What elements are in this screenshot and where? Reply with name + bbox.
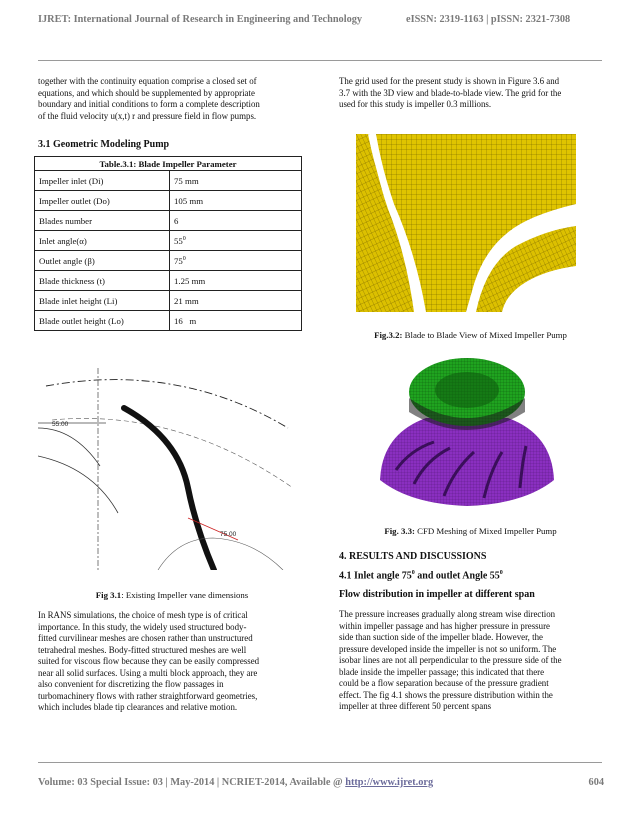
cfd-mesh-3d-view xyxy=(374,352,560,510)
text-line: which includes blade tip clearances and relative motion. xyxy=(38,702,238,712)
param-value-cell: 75 mm xyxy=(170,171,302,191)
text-line: In RANS simulations, the choice of mesh type is of critical xyxy=(38,610,248,620)
fig-3-3-caption: Fig. 3.3: CFD Meshing of Mixed Impeller Pump xyxy=(384,526,557,536)
table-row xyxy=(35,211,302,231)
param-value-cell: 1.25 mm xyxy=(170,271,302,291)
param-name-cell: Blade outlet height (Lo) xyxy=(35,311,170,331)
param-value-cell: $55^0$ xyxy=(170,231,302,251)
text-line: side than suction side of the impeller blade. However, the xyxy=(339,632,543,642)
table-row xyxy=(35,311,302,331)
angle-label-55: 55.00 xyxy=(52,421,69,428)
journal-title: IJRET: International Journal of Research in Engineering and Technology xyxy=(38,14,363,25)
table-row xyxy=(35,251,302,271)
table-row xyxy=(35,291,302,311)
param-value-cell: 105 mm xyxy=(170,191,302,211)
table-caption-row xyxy=(35,157,302,171)
table-row xyxy=(35,191,302,211)
table-row xyxy=(35,171,302,191)
param-value-cell: 21 mm xyxy=(170,291,302,311)
text-line: isobar lines are not all perpendicular to the pressure side of the xyxy=(339,655,562,665)
text-line: near all solid surfaces. Using a multi block approach, they are xyxy=(38,667,258,678)
param-name-cell: Outlet angle (β) xyxy=(35,251,170,271)
page-footer xyxy=(38,777,604,788)
blade-parameter-table xyxy=(34,156,302,331)
text-line: of the fluid velocity u(x,t) r and pressure field in flow pumps. xyxy=(38,110,257,121)
page-number: 604 xyxy=(588,777,604,788)
impeller-vane-drawing xyxy=(38,368,306,570)
fig-label: Fig.3.2: xyxy=(374,330,403,340)
fig-3-2-caption: Fig.3.2: Blade to Blade View of Mixed Impeller Pump xyxy=(374,330,567,340)
impeller-eye xyxy=(435,372,499,408)
text-line: blade inside the impeller passage; this indicated that there xyxy=(339,666,545,677)
text-line: pressure developed inside the impeller is not so uniform. The xyxy=(339,643,557,654)
param-name-cell: Impeller inlet (Di) xyxy=(35,171,170,191)
journal-link[interactable]: http://www.ijret.org xyxy=(345,777,434,788)
text-line: boundary and initial conditions to form a complete description xyxy=(38,99,260,109)
fig-label: Fig 3.1 xyxy=(95,590,122,600)
blade-to-blade-mesh xyxy=(356,134,576,312)
right-body-paragraph xyxy=(339,609,602,713)
param-value-cell: $75^0$ xyxy=(170,251,302,271)
left-body-paragraph xyxy=(38,610,306,714)
text-line: used for this study is impeller 0.3 millions. xyxy=(339,99,492,109)
text-line: tetrahedral meshes. Body-fitted structured meshes are well xyxy=(38,644,247,655)
text-line: also convenient for discretizing the flow passages in xyxy=(38,679,224,689)
param-value-cell: 16 m xyxy=(170,311,302,331)
text-line: effect. The fig 4.1 shows the pressure distribution within the xyxy=(339,689,553,700)
footer-rule xyxy=(38,762,602,763)
param-name-cell: Impeller outlet (Do) xyxy=(35,191,170,211)
table-caption: Table.3.1: Blade Impeller Parameter xyxy=(35,157,302,171)
subsection-heading-flow-distribution: Flow distribution in impeller at different span xyxy=(339,589,535,600)
drawing-background xyxy=(38,368,306,570)
text-line: equations, and which should be supplemented by appropriate xyxy=(38,87,255,98)
param-name-cell: Inlet angle(α) xyxy=(35,231,170,251)
header-rule xyxy=(38,60,602,61)
fig-3-1-caption: Fig 3.1: Existing Impeller vane dimensions xyxy=(95,590,249,600)
page-header xyxy=(38,14,604,25)
param-value-cell: 6 xyxy=(170,211,302,231)
table-row xyxy=(35,271,302,291)
angle-label-75: 75.00 xyxy=(220,531,237,538)
right-intro-paragraph xyxy=(339,76,602,111)
impeller-hub-body xyxy=(380,418,554,506)
text-line: within impeller passage and has higher pressure in pressure xyxy=(339,620,550,631)
section-heading-geometric-modeling: 3.1 Geometric Modeling Pump xyxy=(38,139,170,150)
text-line: turbomachinery flows with rather straightforward geometries, xyxy=(38,690,258,701)
text-line: importance. In this study, the widely used structured body- xyxy=(38,621,247,632)
footer-text: Volume: 03 Special Issue: 03 | May-2014 | NCRIET-2014, Available @ xyxy=(38,777,346,788)
param-name-cell: Blade inlet height (Li) xyxy=(35,291,170,311)
text-line: together with the continuity equation comprise a closed set of xyxy=(38,76,257,86)
text-line: The pressure increases gradually along stream wise direction xyxy=(339,609,556,619)
text-line: could be a flow separation because of the pressure gradient xyxy=(339,678,549,688)
text-line: suited for viscous flow because they can be easily compressed xyxy=(38,656,260,666)
text-line: The grid used for the present study is shown in Figure 3.6 and xyxy=(339,76,560,86)
table-row xyxy=(35,231,302,251)
issn-text: eISSN: 2319-1163 | pISSN: 2321-7308 xyxy=(406,14,571,25)
text-line: 3.7 with the 3D view and blade-to-blade view. The grid for the xyxy=(339,87,562,98)
text-line: impeller at three different 50 percent spans xyxy=(339,701,492,711)
param-name-cell: Blade thickness (t) xyxy=(35,271,170,291)
left-intro-paragraph xyxy=(38,76,306,122)
text-line: fitted curvilinear meshes are chosen rather than unstructured xyxy=(38,633,253,643)
results-heading: 4. RESULTS AND DISCUSSIONS xyxy=(339,551,487,562)
fig-label: Fig. 3.3: xyxy=(384,526,415,536)
param-name-cell: Blades number xyxy=(35,211,170,231)
subsection-heading-inlet-outlet: 4.1 Inlet angle $75^0$ and outlet Angle $55^0$ xyxy=(339,570,503,582)
